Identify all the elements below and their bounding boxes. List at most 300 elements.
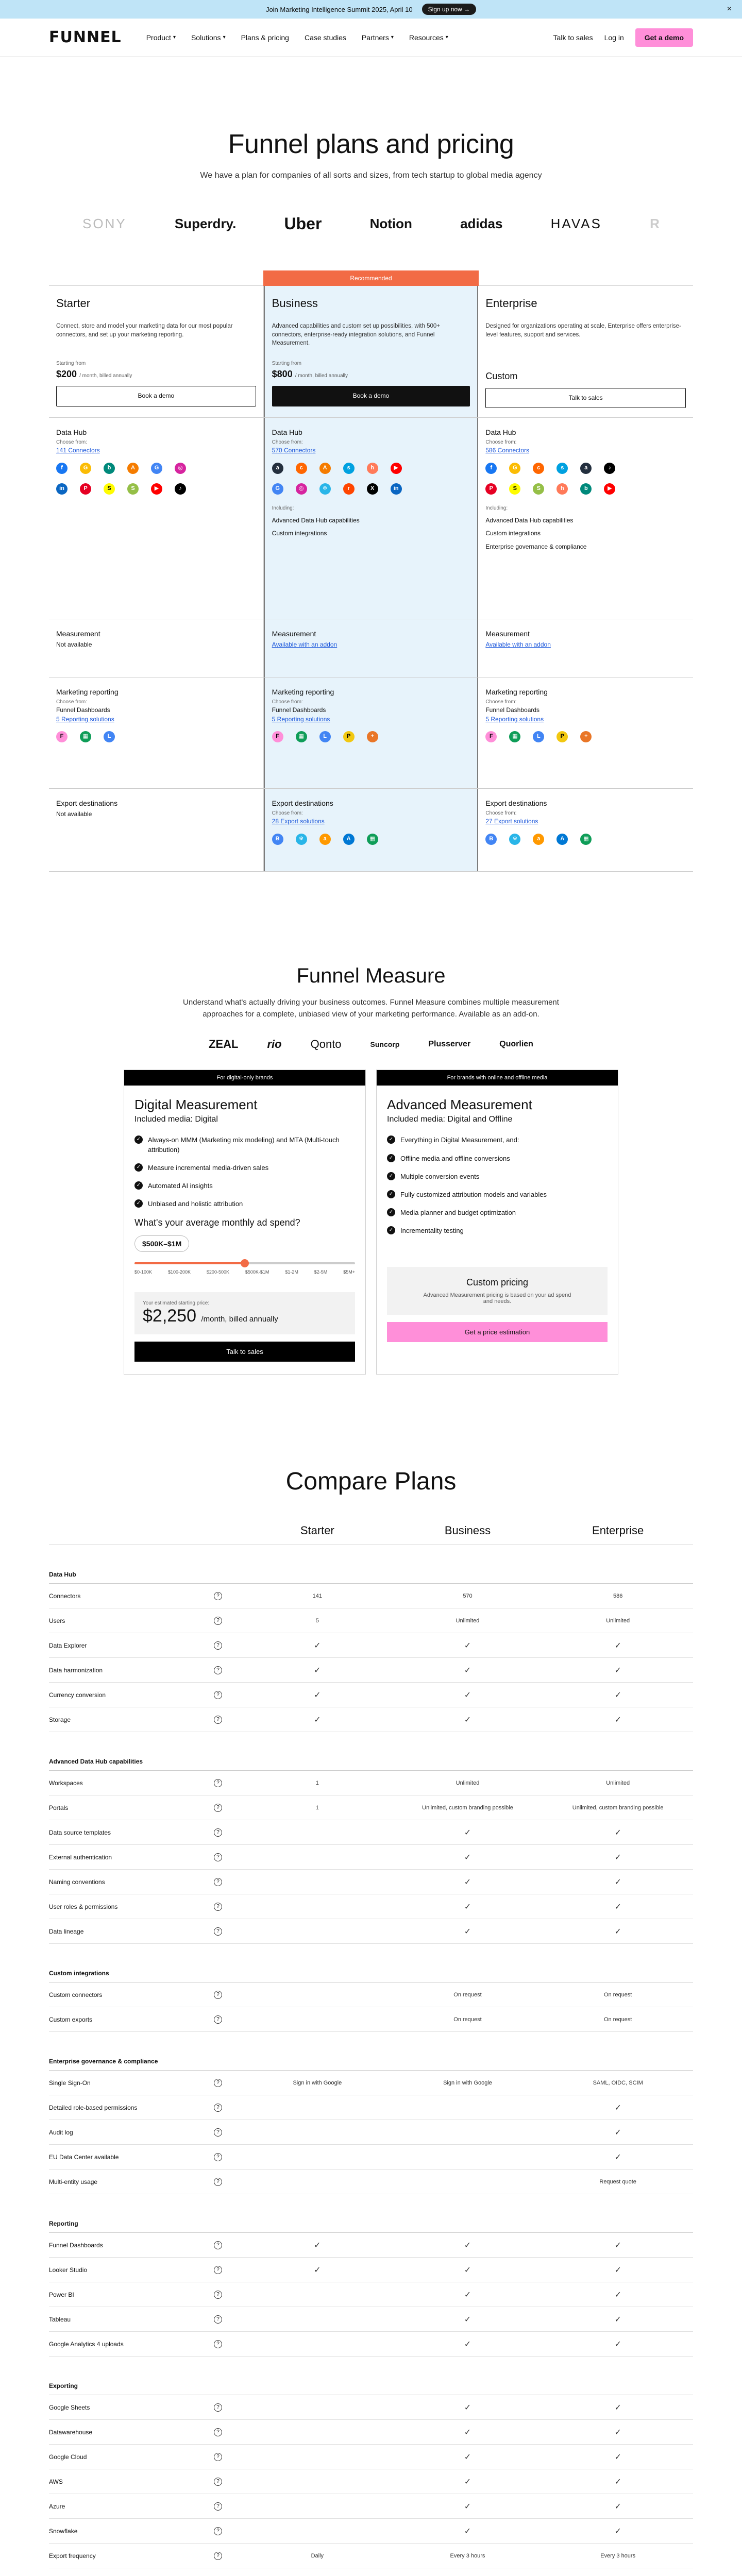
info-cell <box>214 2502 242 2511</box>
slider-fill <box>134 1262 245 1264</box>
feature-label: Custom connectors <box>49 1991 103 1998</box>
info-cell <box>214 2291 242 2299</box>
check-icon: ✓ <box>134 1199 143 1208</box>
slider-tick: $100-200K <box>167 1269 191 1275</box>
info-icon[interactable]: ? <box>214 2527 222 2535</box>
info-icon[interactable]: ? <box>214 2428 222 2436</box>
estimate-unit: /month, billed annually <box>201 1315 278 1324</box>
info-icon[interactable]: ? <box>214 1927 222 1936</box>
funnel-dashboard-icon: F <box>272 731 283 742</box>
customer-logo: Superdry. <box>174 215 237 231</box>
info-cell <box>214 2403 242 2412</box>
promo-bar <box>0 0 742 19</box>
close-icon[interactable]: × <box>727 5 732 13</box>
feature-label: Data lineage <box>49 1927 84 1935</box>
feature-label: Multi-entity usage <box>49 2178 98 2185</box>
plan-value: ✓ <box>314 1690 321 1700</box>
slider-handle[interactable] <box>241 1259 249 1267</box>
plan-value: ✓ <box>614 2403 621 2412</box>
customer-logo: adidas <box>460 215 503 231</box>
plan-value: ✓ <box>464 1927 471 1936</box>
compare-row <box>49 2420 693 2445</box>
hubspot-icon: h <box>556 483 568 495</box>
feature-item <box>387 1172 608 1181</box>
plan-price <box>272 367 470 381</box>
included-item: Enterprise governance & compliance <box>485 543 587 550</box>
info-cell <box>214 1691 242 1699</box>
promo-signup-button[interactable]: Sign up now → <box>422 4 476 15</box>
connector-icons <box>272 463 470 495</box>
plan-description: Connect, store and model your marketing data for our most popular connectors, and set up your marketing reporting. <box>56 323 233 338</box>
reddit-icon: r <box>343 483 355 495</box>
feature-label: Export frequency <box>49 2552 96 2560</box>
tableau-icon: + <box>580 731 592 742</box>
enterprise-measurement <box>478 619 693 677</box>
reporting-item: Funnel Dashboards <box>56 706 110 714</box>
compare-row <box>49 1707 693 1732</box>
price-label: Starting from <box>272 360 301 366</box>
amazon-icon: a <box>580 463 592 474</box>
plan-value: ✓ <box>614 1853 621 1862</box>
plan-name: Enterprise <box>485 297 537 310</box>
business-connectors-link[interactable]: 570 Connectors <box>272 447 316 454</box>
plan-value: ✓ <box>614 2527 621 2536</box>
feature-label: Looker Studio <box>49 2266 88 2274</box>
feature-text: Multiple conversion events <box>400 1172 480 1180</box>
included-item: Custom integrations <box>485 530 541 537</box>
compare-row <box>49 2233 693 2258</box>
compare-row <box>49 2469 693 2494</box>
info-icon[interactable]: ? <box>214 2340 222 2348</box>
feature-label: Tableau <box>49 2315 71 2323</box>
plan-value: SAML, OIDC, SCIM <box>593 2079 643 2086</box>
compare-table <box>49 1516 693 2576</box>
estimate-value: $2,250 <box>143 1306 196 1326</box>
feature-label: Workspaces <box>49 1779 83 1787</box>
enterprise-export-link[interactable]: 27 Export solutions <box>485 818 538 825</box>
nav-item-case-studies[interactable] <box>305 33 346 42</box>
plan-value: Every 3 hours <box>600 2552 636 2559</box>
compare-row <box>49 1584 693 1608</box>
info-icon[interactable]: ? <box>214 2453 222 2461</box>
feature-label: User roles & permissions <box>49 1903 118 1910</box>
info-icon[interactable]: ? <box>214 1592 222 1600</box>
plan-value: ✓ <box>464 2403 471 2412</box>
hubspot-icon: h <box>367 463 378 474</box>
plan-value: ✓ <box>614 1877 621 1887</box>
info-icon[interactable]: ? <box>214 2315 222 2324</box>
plan-value: ✓ <box>614 1690 621 1700</box>
info-cell <box>214 2104 242 2112</box>
funnel-dashboard-icon: F <box>56 731 68 742</box>
feature-label: Snowflake <box>49 2527 78 2535</box>
starter-reporting-link[interactable]: 5 Reporting solutions <box>56 715 114 723</box>
feature-label: Single Sign-On <box>49 2079 91 2087</box>
customer-logo: Notion <box>369 215 412 231</box>
info-icon[interactable]: ? <box>214 1828 222 1837</box>
info-icon[interactable]: ? <box>214 1853 222 1861</box>
compare-row <box>49 1894 693 1919</box>
compare-row <box>49 1771 693 1795</box>
info-icon[interactable]: ? <box>214 2128 222 2137</box>
feature-item <box>387 1136 608 1145</box>
price-unit: / month, billed annually <box>295 373 348 379</box>
custom-pricing-title: Custom pricing <box>466 1277 529 1287</box>
info-icon[interactable]: ? <box>214 1716 222 1724</box>
compare-row <box>49 2258 693 2282</box>
plan-starter <box>49 286 264 417</box>
page-subtitle: We have a plan for companies of all sorts and sizes, from tech startup to global media agency <box>200 171 542 180</box>
info-icon[interactable]: ? <box>214 2015 222 2024</box>
info-icon[interactable]: ? <box>214 1779 222 1787</box>
plan-value: Unlimited <box>606 1617 630 1624</box>
compare-group-title <box>49 2568 693 2576</box>
feature-label: External authentication <box>49 1853 112 1861</box>
info-icon[interactable]: ? <box>214 2104 222 2112</box>
info-cell <box>214 2266 242 2274</box>
info-icon[interactable]: ? <box>214 2153 222 2161</box>
measurement-value: Not available <box>56 640 92 648</box>
card-media: Included media: Digital <box>134 1115 218 1124</box>
sheets-icon: ▦ <box>580 834 592 845</box>
card-media: Included media: Digital and Offline <box>387 1115 513 1124</box>
cell-title: Marketing reporting <box>272 688 334 697</box>
plan-value: ✓ <box>614 2452 621 2462</box>
feature-label: Google Cloud <box>49 2453 87 2461</box>
compare-row <box>49 2445 693 2469</box>
customer-logo: R <box>650 215 660 231</box>
reporting-row <box>49 677 693 789</box>
plan-value: Unlimited, custom branding possible <box>572 1804 664 1811</box>
chevron-down-icon: ▾ <box>223 35 226 40</box>
chevron-down-icon: ▾ <box>445 35 448 40</box>
price-unit: / month, billed annually <box>79 373 132 379</box>
feature-text: Incrementality testing <box>400 1227 464 1235</box>
card-title: Advanced Measurement <box>387 1097 532 1113</box>
info-cell <box>214 2241 242 2249</box>
feature-label: Custom exports <box>49 2015 93 2023</box>
feature-label: AWS <box>49 2478 63 2485</box>
feature-item <box>387 1154 608 1163</box>
info-icon[interactable]: ? <box>214 1691 222 1699</box>
plan-value: ✓ <box>614 2103 621 2112</box>
plan-value: ✓ <box>314 1715 321 1724</box>
nav-item-partners[interactable] <box>362 33 394 42</box>
enterprise-addon-link[interactable]: Available with an addon <box>485 640 551 648</box>
compare-row <box>49 2307 693 2332</box>
info-icon[interactable]: ? <box>214 1666 222 1674</box>
shopify-icon: S <box>127 483 139 495</box>
reporting-icons <box>56 731 256 742</box>
nav-label: Solutions <box>191 33 221 42</box>
price-estimation-button[interactable]: Get a price estimation <box>387 1322 608 1342</box>
compare-section <box>49 1467 693 2576</box>
info-icon[interactable]: ? <box>214 2241 222 2249</box>
export-icons <box>485 834 686 845</box>
compare-row <box>49 2120 693 2145</box>
info-cell <box>214 1991 242 1999</box>
info-icon[interactable]: ? <box>214 1878 222 1886</box>
cell-sub: Choose from: <box>485 810 517 816</box>
instagram-icon: ◎ <box>296 483 307 495</box>
info-cell <box>214 2428 242 2436</box>
plan-value: ✓ <box>464 1902 471 1911</box>
reporting-icons <box>272 731 470 742</box>
feature-label: Users <box>49 1617 65 1624</box>
info-cell <box>214 2128 242 2137</box>
bing-icon: b <box>104 463 115 474</box>
info-cell <box>214 1828 242 1837</box>
snowflake-icon: ❄ <box>319 483 331 495</box>
info-icon[interactable]: ? <box>214 2266 222 2274</box>
plan-value: Request quote <box>599 2178 636 2185</box>
plan-value: On request <box>453 2016 482 2023</box>
feature-item <box>387 1190 608 1199</box>
check-icon: ✓ <box>387 1172 395 1180</box>
connector-icons <box>56 463 256 495</box>
check-icon: ✓ <box>387 1136 395 1144</box>
plan-value: ✓ <box>464 1690 471 1700</box>
business-addon-link[interactable]: Available with an addon <box>272 640 338 648</box>
business-export <box>264 789 479 871</box>
check-icon: ✓ <box>387 1190 395 1198</box>
feature-item <box>134 1136 355 1154</box>
feature-text: Always-on MMM (Marketing mix modeling) and MTA (Multi-touch attribution) <box>148 1136 340 1154</box>
check-icon: ✓ <box>134 1181 143 1190</box>
spend-slider[interactable] <box>134 1262 355 1264</box>
plan-value: ✓ <box>464 2241 471 2250</box>
plan-value: ✓ <box>314 1666 321 1675</box>
info-cell <box>214 1592 242 1600</box>
plan-value: ✓ <box>464 1666 471 1675</box>
business-measurement <box>264 619 479 677</box>
customer-logo: ZEAL <box>209 1038 239 1051</box>
plan-value: Every 3 hours <box>450 2552 485 2559</box>
cell-title: Export destinations <box>56 799 118 808</box>
column-header: Starter <box>300 1523 334 1537</box>
card-title: Digital Measurement <box>134 1097 258 1113</box>
info-icon[interactable]: ? <box>214 2079 222 2087</box>
info-icon[interactable]: ? <box>214 2552 222 2560</box>
nav-item-pricing[interactable] <box>241 33 289 42</box>
customer-logo: Qonto <box>310 1038 342 1051</box>
google-ads-icon: G <box>509 463 520 474</box>
measure-title: Funnel Measure <box>296 964 446 988</box>
snowflake-icon: ❄ <box>509 834 520 845</box>
info-cell <box>214 2079 242 2087</box>
azure-icon: A <box>556 834 568 845</box>
compare-row <box>49 1870 693 1894</box>
spend-question: What's your average monthly ad spend? <box>134 1217 300 1228</box>
feature-label: Detailed role-based permissions <box>49 2104 138 2111</box>
info-icon[interactable]: ? <box>214 1903 222 1911</box>
plan-value: ✓ <box>614 2128 621 2137</box>
info-icon[interactable]: ? <box>214 2291 222 2299</box>
including-label: Including: <box>272 505 294 511</box>
reporting-item: Funnel Dashboards <box>485 706 540 714</box>
feature-text: Measure incremental media-driven sales <box>148 1163 269 1172</box>
custom-pricing-box <box>387 1267 608 1315</box>
plans-table <box>49 275 693 872</box>
plan-value: ✓ <box>464 1853 471 1862</box>
looker-icon: L <box>533 731 544 742</box>
info-icon[interactable]: ? <box>214 2478 222 2486</box>
feature-text: Fully customized attribution models and variables <box>400 1190 547 1198</box>
chevron-down-icon: ▾ <box>173 35 176 40</box>
looker-icon: L <box>104 731 115 742</box>
nav-label: Plans & pricing <box>241 33 289 42</box>
measure-section <box>49 964 693 1375</box>
plan-value: ✓ <box>464 2290 471 2299</box>
youtube-icon: ▶ <box>604 483 615 495</box>
tableau-icon: + <box>367 731 378 742</box>
info-icon[interactable]: ? <box>214 1641 222 1650</box>
talk-to-sales-link[interactable]: Talk to sales <box>553 33 593 42</box>
plan-name: Business <box>272 297 318 310</box>
compare-row <box>49 1795 693 1820</box>
recommended-badge: Recommended <box>263 270 479 286</box>
business-export-link[interactable]: 28 Export solutions <box>272 818 325 825</box>
info-cell <box>214 2478 242 2486</box>
plan-value: ✓ <box>464 2477 471 2486</box>
digital-measurement-card <box>124 1070 366 1375</box>
nav-item-product[interactable] <box>146 33 176 42</box>
business-book-demo-button[interactable]: Book a demo <box>272 386 470 406</box>
sheets-icon: ▦ <box>296 731 307 742</box>
sheets-icon: ▦ <box>367 834 378 845</box>
digital-talk-sales-button[interactable]: Talk to sales <box>134 1342 355 1362</box>
info-icon[interactable]: ? <box>214 2178 222 2186</box>
check-icon: ✓ <box>387 1208 395 1216</box>
plan-value: On request <box>453 1991 482 1998</box>
info-cell <box>214 1878 242 1886</box>
feature-item <box>387 1226 608 1235</box>
card-tag: For brands with online and offline media <box>377 1070 618 1086</box>
pinterest-icon: P <box>80 483 91 495</box>
info-cell <box>214 2153 242 2161</box>
feature-item <box>134 1163 355 1173</box>
advanced-measurement-card <box>376 1070 618 1375</box>
compare-group-title: Data Hub <box>49 1545 693 1584</box>
compare-group-title: Enterprise governance & compliance <box>49 2032 693 2071</box>
plan-value: ✓ <box>614 2315 621 2324</box>
funnel-logo[interactable]: FUNNEL <box>49 28 122 46</box>
feature-label: Data source templates <box>49 1828 111 1836</box>
enterprise-reporting-link[interactable]: 5 Reporting solutions <box>485 715 544 723</box>
snapchat-icon: S <box>104 483 115 495</box>
estimate-box <box>134 1292 355 1334</box>
plan-value: Unlimited <box>456 1780 480 1786</box>
check-icon: ✓ <box>387 1226 395 1234</box>
nav-item-resources[interactable] <box>409 33 448 42</box>
feature-label: Google Analytics 4 uploads <box>49 2340 124 2348</box>
compare-row <box>49 2494 693 2519</box>
criteo-icon: c <box>533 463 544 474</box>
plan-value: ✓ <box>614 2153 621 2162</box>
header-actions <box>553 28 693 47</box>
plan-value: Daily <box>311 2552 324 2559</box>
login-link[interactable]: Log in <box>604 33 624 42</box>
enterprise-connectors-link[interactable]: 586 Connectors <box>485 447 530 454</box>
plan-description: Designed for organizations operating at scale, Enterprise offers enterprise-level features, support and services. <box>485 323 681 338</box>
starter-connectors-link[interactable]: 141 Connectors <box>56 447 100 454</box>
business-data-hub <box>264 418 479 619</box>
plan-value: Unlimited <box>456 1617 480 1624</box>
feature-text: Media planner and budget optimization <box>400 1209 516 1217</box>
feature-text: Offline media and offline conversions <box>400 1154 510 1162</box>
enterprise-talk-sales-button[interactable]: Talk to sales <box>485 388 686 408</box>
plan-value: ✓ <box>614 1715 621 1724</box>
plan-value: ✓ <box>614 2265 621 2275</box>
feature-item <box>134 1199 355 1209</box>
get-demo-button[interactable]: Get a demo <box>635 28 693 47</box>
estimate-price <box>143 1306 347 1326</box>
info-cell <box>214 1666 242 1674</box>
info-icon[interactable]: ? <box>214 1617 222 1625</box>
feature-label: Funnel Dashboards <box>49 2241 103 2249</box>
compare-row <box>49 2395 693 2420</box>
plan-price: Custom <box>485 370 518 381</box>
business-reporting-link[interactable]: 5 Reporting solutions <box>272 715 330 723</box>
info-cell <box>214 2527 242 2535</box>
info-cell <box>214 1853 242 1861</box>
hero <box>49 57 693 239</box>
starter-measurement <box>49 619 264 677</box>
power-bi-icon: P <box>343 731 355 742</box>
info-cell <box>214 1779 242 1787</box>
facebook-icon: f <box>485 463 497 474</box>
info-icon[interactable]: ? <box>214 1991 222 1999</box>
plan-headers <box>49 286 693 418</box>
plan-value: 1 <box>315 1780 319 1786</box>
sheets-icon: ▦ <box>80 731 91 742</box>
info-cell <box>214 1903 242 1911</box>
nav-item-solutions[interactable] <box>191 33 226 42</box>
plan-value: ✓ <box>614 1666 621 1675</box>
info-cell <box>214 2552 242 2560</box>
info-icon[interactable]: ? <box>214 2502 222 2511</box>
tiktok-icon: ♪ <box>175 483 186 495</box>
measure-cards <box>49 1070 693 1375</box>
plan-value: Unlimited <box>606 1780 630 1786</box>
plan-value: ✓ <box>464 1828 471 1837</box>
connector-icons <box>485 463 686 495</box>
compare-row <box>49 2170 693 2194</box>
compare-row <box>49 2282 693 2307</box>
cell-sub: Choose from: <box>56 699 88 705</box>
plan-value: ✓ <box>614 2290 621 2299</box>
compare-row <box>49 1820 693 1845</box>
info-icon[interactable]: ? <box>214 1804 222 1812</box>
plan-value: ✓ <box>314 2241 321 2250</box>
compare-row <box>49 1608 693 1633</box>
sheets-icon: ▦ <box>509 731 520 742</box>
starter-book-demo-button[interactable]: Book a demo <box>56 386 256 406</box>
bing-icon: b <box>580 483 592 495</box>
slider-tick: $2-5M <box>314 1269 328 1275</box>
plan-value: Sign in with Google <box>443 2079 492 2086</box>
feature-label: Azure <box>49 2502 65 2510</box>
customer-logos <box>82 208 660 239</box>
measure-logos <box>49 1038 693 1051</box>
google-icon: G <box>151 463 162 474</box>
plan-value: 586 <box>613 1592 623 1599</box>
linkedin-icon: in <box>56 483 68 495</box>
info-icon[interactable]: ? <box>214 2403 222 2412</box>
plan-value: ✓ <box>614 2340 621 2349</box>
looker-icon: L <box>319 731 331 742</box>
cell-title: Marketing reporting <box>56 688 119 697</box>
